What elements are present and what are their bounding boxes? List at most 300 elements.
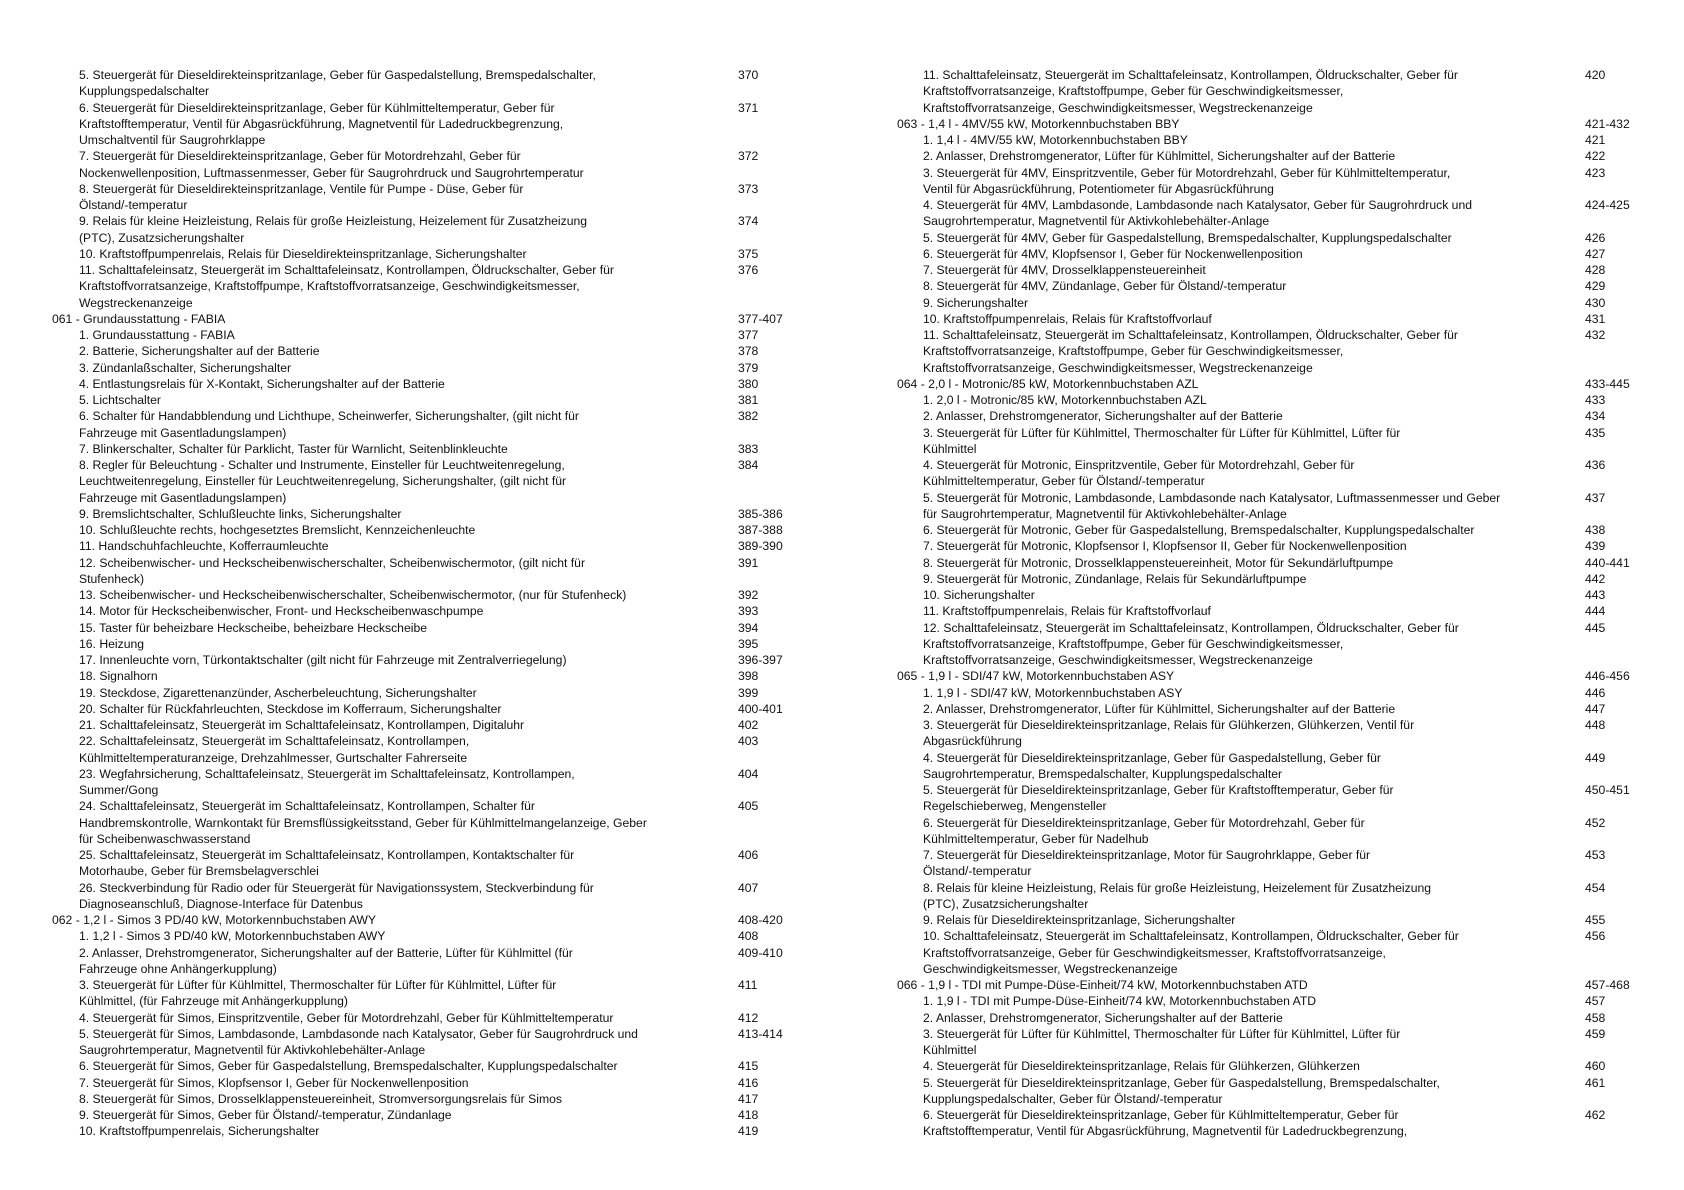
toc-entry-line: 11. Handschuhfachleuchte, Kofferraumleuchte: [79, 539, 329, 554]
toc-entry-line: 17. Innenleuchte vorn, Türkontaktschalter (gilt nicht für Fahrzeuge mit Zentralverriegelung): [79, 653, 567, 667]
toc-entry-title: [52, 246, 738, 262]
toc-page-number: 408-420: [738, 913, 783, 927]
toc-entry-title: [52, 522, 738, 538]
toc-entry-title: [52, 928, 738, 944]
toc-entry-line: 4. Steuergerät für Motronic, Einspritzventile, Geber für Motordrehzahl, Geber für: [923, 458, 1355, 472]
toc-entry-title: [52, 376, 738, 392]
toc-entry: [897, 1107, 1649, 1140]
toc-entry-line: 6. Steuergerät für Dieseldirekteinspritzanlage, Geber für Motordrehzahl, Geber für: [923, 815, 1365, 830]
toc-page-number: 454: [1585, 880, 1606, 895]
toc-entry-title: [897, 701, 1585, 717]
toc-entry-line: 10. Schalttafeleinsatz, Steuergerät im Schalttafeleinsatz, Kontrollampen, Öldruckschalter, Geber für: [923, 929, 1459, 944]
toc-entry: [52, 408, 792, 441]
toc-entry: [897, 132, 1649, 148]
toc-entry-title: [897, 425, 1585, 458]
toc-entry-line: 2. Anlasser, Drehstromgenerator, Sicherungshalter auf der Batterie: [923, 409, 1283, 424]
toc-entry: [52, 928, 792, 944]
toc-entry-line: 6. Steuergerät für Simos, Geber für Gaspedalstellung, Bremspedalschalter, Kupplungspedalschalter: [79, 1059, 618, 1074]
toc-entry-line: Summer/Gong: [79, 783, 159, 797]
toc-entry-line: 5. Steuergerät für Simos, Lambdasonde, Lambdasonde nach Katalysator, Geber für Saugrohrdruck und: [79, 1026, 638, 1041]
toc-entry-line: 6. Steuergerät für Dieseldirekteinspritzanlage, Geber für Kühlmitteltemperatur, Geber für: [79, 100, 555, 115]
toc-entry-line: 6. Schalter für Handabblendung und Lichthupe, Scheinwerfer, Sicherungshalter, (gilt nicht für: [79, 409, 579, 424]
toc-entry-title: [52, 457, 738, 506]
toc-entry-title: [897, 230, 1585, 246]
toc-page-number: 418: [738, 1108, 759, 1122]
toc-entry-title: [52, 701, 738, 717]
toc-entry-title: [52, 652, 738, 668]
toc-entry-title: [52, 912, 738, 928]
toc-entry-title: [52, 1026, 738, 1059]
toc-entry: [52, 1026, 792, 1059]
toc-entry: [52, 685, 792, 701]
toc-entry-line: 2. Anlasser, Drehstromgenerator, Lüfter für Kühlmittel, Sicherungshalter auf der Batterie: [923, 149, 1396, 164]
toc-entry-line: 7. Steuergerät für Motronic, Klopfsensor I, Klopfsensor II, Geber für Nockenwellenposition: [923, 539, 1407, 554]
toc-page-number: 450-451: [1585, 783, 1630, 797]
toc-entry: [52, 555, 792, 588]
toc-entry: [52, 327, 792, 343]
toc-page-number: 457-468: [1585, 978, 1630, 992]
toc-entry-line: 2. Anlasser, Drehstromgenerator, Sicherungshalter auf der Batterie: [923, 1010, 1283, 1025]
toc-entry-title: [52, 408, 738, 441]
toc-entry-line: 3. Steuergerät für Dieseldirekteinspritzanlage, Relais für Glühkerzen, Glühkerzen, Ventil für: [923, 718, 1415, 732]
toc-entry-line: 18. Signalhorn: [79, 669, 158, 684]
toc-entry-title: [52, 1091, 738, 1107]
toc-entry-line: 4. Steuergerät für 4MV, Lambdasonde, Lambdasonde nach Katalysator, Geber für Saugrohrdruck und: [923, 198, 1473, 212]
toc-entry-title: [52, 181, 738, 214]
toc-entry-line: 12. Schalttafeleinsatz, Steuergerät im Schalttafeleinsatz, Kontrollampen, Öldruckschalter, Geber für: [923, 620, 1459, 635]
toc-entry-line: Nockenwellenposition, Luftmassenmesser, Geber für Saugrohrdruck und Saugrohrtemperatur: [79, 165, 584, 180]
toc-entry: [52, 376, 792, 392]
toc-page-number: 449: [1585, 750, 1606, 765]
toc-entry: [897, 457, 1649, 490]
toc-entry-line: Ölstand/-temperatur: [923, 864, 1032, 879]
toc-entry-title: [52, 67, 738, 100]
toc-entry-title: [897, 408, 1585, 424]
toc-entry-line: 11. Schalttafeleinsatz, Steuergerät im Schalttafeleinsatz, Kontrollampen, Öldruckschalter, Geber für: [79, 263, 614, 277]
toc-entry: [897, 295, 1649, 311]
toc-entry-title: [897, 197, 1585, 230]
toc-page-number: 404: [738, 766, 759, 781]
toc-entry-line: 2. Anlasser, Drehstromgenerator, Lüfter für Kühlmittel, Sicherungshalter auf der Batterie: [923, 701, 1396, 716]
toc-entry: [897, 750, 1649, 783]
toc-entry-title: [897, 295, 1585, 311]
toc-entry: [52, 717, 792, 733]
toc-page-number: 416: [738, 1075, 759, 1090]
toc-entry: [52, 701, 792, 717]
toc-page-number: 423: [1585, 165, 1606, 180]
toc-page-number: 430: [1585, 295, 1606, 310]
toc-entry: [897, 278, 1649, 294]
toc-entry-title: [897, 116, 1585, 132]
toc-entry: [897, 880, 1649, 913]
toc-page-number: 453: [1585, 848, 1606, 862]
toc-entry-line: 1. 1,9 l - SDI/47 kW, Motorkennbuchstaben ASY: [923, 685, 1183, 700]
toc-entry-line: Wegstreckenanzeige: [79, 295, 193, 310]
toc-entry-line: 7. Blinkerschalter, Schalter für Parklicht, Taster für Warnlicht, Seitenblinkleuchte: [79, 441, 508, 456]
toc-page-number: 442: [1585, 571, 1606, 586]
toc-column-left: [52, 67, 792, 1140]
toc-entry: [52, 392, 792, 408]
toc-entry-line: 10. Schlußleuchte rechts, hochgesetztes Bremslicht, Kennzeichenleuchte: [79, 523, 476, 537]
toc-entry-line: (PTC), Zusatzsicherungshalter: [79, 230, 245, 245]
toc-page-number: 462: [1585, 1108, 1606, 1122]
toc-page-number: 399: [738, 685, 759, 700]
toc-entry: [52, 441, 792, 457]
toc-entry: [897, 1075, 1649, 1108]
toc-entry-line: 9. Relais für Dieseldirekteinspritzanlage, Sicherungshalter: [923, 913, 1236, 927]
toc-page-number: 392: [738, 588, 759, 602]
toc-entry-line: 7. Steuergerät für Simos, Klopfsensor I, Geber für Nockenwellenposition: [79, 1075, 469, 1090]
toc-entry-title: [897, 555, 1585, 571]
toc-entry-title: [897, 620, 1585, 669]
toc-entry-line: 24. Schalttafeleinsatz, Steuergerät im Schalttafeleinsatz, Kontrollampen, Schalter für: [79, 799, 535, 814]
toc-entry-title: [897, 148, 1585, 164]
toc-entry-title: [52, 1123, 738, 1139]
toc-page-number: 372: [738, 149, 759, 164]
toc-page-number: 419: [738, 1124, 759, 1139]
toc-page-number: 417: [738, 1091, 759, 1106]
toc-page-number: 406: [738, 848, 759, 862]
toc-entry-line: 5. Steuergerät für Dieseldirekteinspritzanlage, Geber für Kraftstofftemperatur, Geber für: [923, 783, 1394, 797]
toc-entry-line: 6. Steuergerät für 4MV, Klopfsensor I, Geber für Nockenwellenposition: [923, 246, 1303, 261]
toc-page-number: 431: [1585, 311, 1606, 326]
toc-entry-title: [897, 246, 1585, 262]
toc-page-number: 457: [1585, 994, 1606, 1009]
toc-page-number: 396-397: [738, 653, 783, 667]
toc-entry-line: 1. 1,4 l - 4MV/55 kW, Motorkennbuchstaben BBY: [923, 133, 1188, 147]
toc-entry: [52, 181, 792, 214]
toc-page-number: 440-441: [1585, 555, 1630, 570]
toc-entry-line: Ventil für Abgasrückführung, Potentiometer für Abgasrückführung: [923, 181, 1274, 196]
toc-page-number: 377: [738, 328, 759, 342]
toc-entry-line: 6. Steuergerät für Motronic, Geber für Gaspedalstellung, Bremspedalschalter, Kupplungspedalschalter: [923, 523, 1475, 537]
toc-entry-line: 5. Steuergerät für Dieseldirekteinspritzanlage, Geber für Gaspedalstellung, Bremspedalschalter,: [79, 68, 596, 82]
toc-entry-title: [52, 880, 738, 913]
toc-page-number: 370: [738, 68, 759, 82]
toc-entry-title: [52, 766, 738, 799]
toc-group-heading: [52, 311, 792, 327]
toc-entry: [52, 1010, 792, 1026]
toc-page-number: 422: [1585, 149, 1606, 164]
toc-entry-line: 1. Grundausstattung - FABIA: [79, 328, 235, 342]
toc-page-number: 378: [738, 344, 759, 359]
toc-entry: [897, 1010, 1649, 1026]
toc-entry: [52, 457, 792, 506]
toc-page-number: 461: [1585, 1075, 1606, 1090]
toc-entry-title: [52, 538, 738, 554]
toc-entry: [897, 230, 1649, 246]
toc-entry-title: [897, 815, 1585, 848]
toc-entry-line: 3. Steuergerät für Lüfter für Kühlmittel, Thermoschalter für Lüfter für Kühlmittel, Lüfter für: [923, 425, 1401, 440]
toc-entry-line: 7. Steuergerät für Dieseldirekteinspritzanlage, Geber für Motordrehzahl, Geber für: [79, 149, 521, 164]
toc-entry: [52, 668, 792, 684]
toc-entry-line: 063 - 1,4 l - 4MV/55 kW, Motorkennbuchstaben BBY: [897, 116, 1180, 131]
toc-page-number: 435: [1585, 425, 1606, 440]
toc-entry: [52, 1058, 792, 1074]
toc-entry-line: Abgasrückführung: [923, 734, 1022, 749]
toc-entry-title: [897, 782, 1585, 815]
toc-entry-title: [52, 441, 738, 457]
toc-entry-line: 12. Scheibenwischer- und Heckscheibenwischerschalter, Scheibenwischermotor, (gilt nicht für: [79, 555, 586, 570]
toc-entry-title: [52, 1010, 738, 1026]
toc-entry-line: 8. Steuergerät für 4MV, Zündanlage, Geber für Ölstand/-temperatur: [923, 279, 1287, 294]
toc-entry-line: 3. Steuergerät für 4MV, Einspritzventile, Geber für Motordrehzahl, Geber für Kühlmitteltemperatur,: [923, 165, 1451, 180]
toc-entry-line: 11. Schalttafeleinsatz, Steuergerät im Schalttafeleinsatz, Kontrollampen, Öldruckschalter, Geber für: [923, 68, 1458, 82]
toc-entry: [897, 148, 1649, 164]
toc-group-heading: [897, 977, 1649, 993]
toc-entry-line: 061 - Grundausstattung - FABIA: [52, 311, 226, 326]
toc-entry-line: Umschaltventil für Saugrohrklappe: [79, 133, 266, 147]
toc-entry-title: [52, 847, 738, 880]
toc-entry-line: 5. Steuergerät für Dieseldirekteinspritzanlage, Geber für Gaspedalstellung, Bremspedalschalter,: [923, 1075, 1440, 1090]
toc-entry: [897, 262, 1649, 278]
toc-entry-line: 1. 1,2 l - Simos 3 PD/40 kW, Motorkennbuchstaben AWY: [79, 929, 386, 944]
toc-entry-line: 11. Kraftstoffpumpenrelais, Relais für Kraftstoffvorlauf: [923, 604, 1211, 619]
toc-entry-line: 20. Schalter für Rückfahrleuchten, Steckdose im Kofferraum, Sicherungshalter: [79, 701, 502, 716]
toc-entry-title: [52, 360, 738, 376]
toc-entry-line: Saugrohrtemperatur, Bremspedalschalter, Kupplungspedalschalter: [923, 766, 1283, 781]
toc-entry-line: 8. Steuergerät für Simos, Drosselklappensteuereinheit, Stromversorgungsrelais für Simos: [79, 1091, 562, 1106]
toc-page-number: 460: [1585, 1059, 1606, 1074]
toc-entry-title: [52, 343, 738, 359]
toc-page-number: 402: [738, 718, 759, 732]
toc-entry-title: [897, 571, 1585, 587]
toc-page-number: 381: [738, 393, 759, 407]
toc-entry: [897, 490, 1649, 523]
toc-entry-title: [52, 733, 738, 766]
toc-entry-line: Fahrzeuge mit Gasentladungslampen): [79, 425, 287, 440]
toc-entry-line: 9. Steuergerät für Motronic, Zündanlage, Relais für Sekundärluftpumpe: [923, 571, 1307, 586]
toc-entry-line: Ölstand/-temperatur: [79, 198, 188, 212]
toc-entry-line: Kühlmitteltemperaturanzeige, Drehzahlmesser, Gurtschalter Fahrerseite: [79, 750, 468, 765]
toc-entry-line: 1. 2,0 l - Motronic/85 kW, Motorkennbuchstaben AZL: [923, 393, 1207, 407]
toc-entry-line: Handbremskontrolle, Warnkontakt für Bremsflüssigkeitsstand, Geber für Kühlmittelmangelanzeige, Geber: [79, 815, 647, 830]
toc-page-number: 382: [738, 409, 759, 424]
toc-entry: [897, 717, 1649, 750]
toc-entry-line: Kraftstoffvorratsanzeige, Geschwindigkeitsmesser, Wegstreckenanzeige: [923, 100, 1313, 115]
toc-page-number: 438: [1585, 523, 1606, 537]
toc-entry-line: 064 - 2,0 l - Motronic/85 kW, Motorkennbuchstaben AZL: [897, 376, 1199, 391]
toc-entry-line: 4. Steuergerät für Dieseldirekteinspritzanlage, Geber für Gaspedalstellung, Geber für: [923, 750, 1381, 765]
toc-page-number: 373: [738, 181, 759, 196]
toc-page-number: 411: [738, 978, 758, 992]
toc-page-number: 398: [738, 669, 759, 684]
toc-entry-line: Kraftstoffvorratsanzeige, Kraftstoffpumpe, Geber für Geschwindigkeitsmesser,: [923, 84, 1344, 99]
toc-entry-title: [897, 1026, 1585, 1059]
toc-entry-title: [52, 603, 738, 619]
toc-page-number: 387-388: [738, 523, 783, 537]
toc-entry: [897, 1026, 1649, 1059]
toc-page-number: 424-425: [1585, 198, 1630, 212]
toc-page-number: 403: [738, 734, 759, 749]
toc-entry-title: [52, 636, 738, 652]
toc-entry-title: [897, 67, 1585, 116]
toc-entry: [897, 587, 1649, 603]
toc-page-number: 421: [1585, 133, 1606, 147]
toc-entry-line: Kupplungspedalschalter, Geber für Ölstand/-temperatur: [923, 1091, 1223, 1106]
toc-entry-line: Kraftstofftemperatur, Ventil für Abgasrückführung, Magnetventil für Ladedruckbegrenzung,: [923, 1124, 1408, 1139]
toc-page-number: 428: [1585, 263, 1606, 277]
toc-entry: [52, 538, 792, 554]
toc-entry-line: 4. Steuergerät für Simos, Einspritzventile, Geber für Motordrehzahl, Geber für Kühlmitteltemperatur: [79, 1010, 614, 1025]
toc-page-number: 429: [1585, 279, 1606, 294]
toc-entry-title: [52, 668, 738, 684]
toc-page-number: 409-410: [738, 945, 783, 960]
toc-entry-title: [897, 685, 1585, 701]
toc-entry-title: [897, 538, 1585, 554]
toc-entry-title: [52, 1075, 738, 1091]
toc-page-number: 400-401: [738, 701, 783, 716]
toc-entry-line: 9. Sicherungshalter: [923, 295, 1029, 310]
toc-entry-line: 1. 1,9 l - TDI mit Pumpe-Düse-Einheit/74 kW, Motorkennbuchstaben ATD: [923, 994, 1317, 1009]
toc-entry-title: [52, 1058, 738, 1074]
toc-entry-line: für Scheibenwaschwasserstand: [79, 831, 251, 846]
toc-entry-title: [897, 457, 1585, 490]
toc-entry: [897, 701, 1649, 717]
toc-entry-line: 2. Anlasser, Drehstromgenerator, Sicherungshalter auf der Batterie, Lüfter für Kühlmittel (für: [79, 945, 573, 960]
toc-entry-line: 25. Schalttafeleinsatz, Steuergerät im Schalttafeleinsatz, Kontrollampen, Kontaktschalter für: [79, 848, 575, 862]
toc-page-number: 379: [738, 360, 759, 375]
toc-page-number: 432: [1585, 328, 1606, 342]
toc-entry-title: [897, 1058, 1585, 1074]
toc-group-heading: [897, 376, 1649, 392]
toc-page-number: 415: [738, 1059, 759, 1074]
toc-entry-line: Regelschieberweg, Mengensteller: [923, 799, 1107, 814]
toc-page-number: 420: [1585, 68, 1606, 82]
toc-entry-title: [52, 100, 738, 149]
toc-entry: [52, 343, 792, 359]
toc-page-number: 394: [738, 620, 759, 635]
toc-entry: [897, 993, 1649, 1009]
toc-entry-line: 11. Schalttafeleinsatz, Steuergerät im Schalttafeleinsatz, Kontrollampen, Öldruckschalter, Geber für: [923, 328, 1458, 342]
toc-entry-title: [897, 993, 1585, 1009]
toc-entry-line: 9. Bremslichtschalter, Schlußleuchte links, Sicherungshalter: [79, 506, 402, 521]
toc-entry-title: [52, 213, 738, 246]
toc-entry: [897, 847, 1649, 880]
toc-entry: [897, 685, 1649, 701]
toc-entry-line: Kühlmitteltemperatur, Geber für Nadelhub: [923, 831, 1149, 846]
toc-page-number: 375: [738, 246, 759, 261]
toc-entry-line: 7. Steuergerät für 4MV, Drosselklappensteuereinheit: [923, 263, 1206, 277]
toc-page-number: 383: [738, 441, 759, 456]
toc-entry: [52, 148, 792, 181]
toc-entry: [897, 165, 1649, 198]
toc-entry: [897, 408, 1649, 424]
toc-entry-line: 2. Batterie, Sicherungshalter auf der Batterie: [79, 344, 320, 359]
toc-page-number: 446: [1585, 685, 1606, 700]
toc-entry-title: [52, 392, 738, 408]
toc-entry-line: 10. Kraftstoffpumpenrelais, Sicherungshalter: [79, 1124, 320, 1139]
toc-entry: [897, 392, 1649, 408]
toc-entry: [52, 506, 792, 522]
toc-page-number: 433-445: [1585, 376, 1630, 391]
toc-entry-title: [52, 945, 738, 978]
toc-page-number: 436: [1585, 458, 1606, 472]
toc-entry-line: Leuchtweitenregelung, Einsteller für Leuchtweitenregelung, Sicherungshalter, (gilt nicht für: [79, 474, 567, 489]
toc-page-number: 427: [1585, 246, 1606, 261]
toc-entry-line: 15. Taster für beheizbare Heckscheibe, beheizbare Heckscheibe: [79, 620, 427, 635]
toc-entry-title: [897, 603, 1585, 619]
toc-page-number: 426: [1585, 230, 1606, 245]
toc-entry: [52, 1107, 792, 1123]
toc-entry-line: Kraftstoffvorratsanzeige, Kraftstoffpumpe, Geber für Geschwindigkeitsmesser,: [923, 344, 1344, 359]
toc-entry-title: [52, 506, 738, 522]
toc-page-number: 439: [1585, 539, 1606, 554]
toc-entry-line: 10. Kraftstoffpumpenrelais, Relais für Dieseldirekteinspritzanlage, Sicherungshalter: [79, 246, 527, 261]
toc-page-number: 380: [738, 376, 759, 391]
toc-entry: [52, 67, 792, 100]
toc-entry-line: 9. Steuergerät für Simos, Geber für Ölstand/-temperatur, Zündanlage: [79, 1108, 452, 1122]
toc-entry-title: [52, 620, 738, 636]
toc-entry: [897, 327, 1649, 376]
toc-entry: [897, 620, 1649, 669]
toc-entry-title: [897, 132, 1585, 148]
toc-entry-title: [897, 1107, 1585, 1140]
toc-entry-line: Stufenheck): [79, 571, 145, 586]
toc-page-number: 437: [1585, 490, 1606, 505]
toc-entry: [897, 522, 1649, 538]
toc-entry-title: [52, 1107, 738, 1123]
toc-entry-line: 5. Steuergerät für 4MV, Geber für Gaspedalstellung, Bremspedalschalter, Kupplungspedalschalter: [923, 230, 1452, 245]
toc-entry: [897, 197, 1649, 230]
toc-page-number: 446-456: [1585, 669, 1630, 684]
toc-entry-line: 8. Relais für kleine Heizleistung, Relais für große Heizleistung, Heizelement für Zusatzheizung: [923, 880, 1432, 895]
toc-entry: [52, 620, 792, 636]
toc-entry-line: 8. Regler für Beleuchtung - Schalter und Instrumente, Einsteller für Leuchtweitenregelung,: [79, 458, 565, 472]
toc-entry: [52, 880, 792, 913]
toc-group-heading: [897, 116, 1649, 132]
toc-entry-line: Diagnoseanschluß, Diagnose-Interface für Datenbus: [79, 896, 363, 911]
toc-entry-line: 8. Steuergerät für Dieseldirekteinspritzanlage, Ventile für Pumpe - Düse, Geber für: [79, 181, 524, 196]
toc-entry: [52, 1075, 792, 1091]
toc-entry-line: 13. Scheibenwischer- und Heckscheibenwischerschalter, Scheibenwischermotor, (nur für Stufenheck): [79, 588, 627, 602]
toc-entry: [897, 555, 1649, 571]
toc-entry: [897, 603, 1649, 619]
toc-page-number: 434: [1585, 409, 1606, 424]
toc-entry: [897, 1058, 1649, 1074]
toc-entry-line: 066 - 1,9 l - TDI mit Pumpe-Düse-Einheit/74 kW, Motorkennbuchstaben ATD: [897, 978, 1308, 992]
toc-entry: [52, 652, 792, 668]
toc-entry-title: [52, 587, 738, 603]
toc-entry-line: 16. Heizung: [79, 636, 145, 651]
toc-entry-line: 9. Relais für kleine Heizleistung, Relais für große Heizleistung, Heizelement für Zusatzheizung: [79, 214, 588, 229]
toc-page-number: 407: [738, 880, 759, 895]
toc-entry-line: 10. Kraftstoffpumpenrelais, Relais für Kraftstoffvorlauf: [923, 311, 1212, 326]
toc-entry-line: 3. Steuergerät für Lüfter für Kühlmittel, Thermoschalter für Lüfter für Kühlmittel, Lüfter für: [923, 1026, 1401, 1041]
toc-entry: [897, 425, 1649, 458]
toc-entry-line: Saugrohrtemperatur, Magnetventil für Aktivkohlebehälter-Anlage: [923, 214, 1270, 229]
toc-page-number: 421-432: [1585, 116, 1630, 131]
toc-entry-line: 14. Motor für Heckscheibenwischer, Front- und Heckscheibenwaschpumpe: [79, 604, 484, 619]
toc-entry-title: [897, 165, 1585, 198]
toc-entry-line: Geschwindigkeitsmesser, Wegstreckenanzeige: [923, 961, 1178, 976]
toc-page-number: 458: [1585, 1010, 1606, 1025]
toc-entry-title: [897, 668, 1585, 684]
toc-entry: [897, 538, 1649, 554]
toc-entry-line: Fahrzeuge ohne Anhängerkupplung): [79, 961, 277, 976]
toc-entry-title: [52, 311, 738, 327]
toc-entry-title: [897, 392, 1585, 408]
toc-entry-title: [897, 262, 1585, 278]
toc-entry-line: 5. Lichtschalter: [79, 393, 161, 407]
toc-entry-line: Kraftstoffvorratsanzeige, Kraftstoffpumpe, Kraftstoffvorratsanzeige, Geschwindigkeitsmesser,: [79, 279, 580, 294]
toc-entry-title: [897, 587, 1585, 603]
toc-entry: [52, 977, 792, 1010]
toc-entry-title: [897, 1010, 1585, 1026]
toc-entry-title: [52, 717, 738, 733]
toc-entry-title: [52, 327, 738, 343]
toc-group-heading: [52, 912, 792, 928]
